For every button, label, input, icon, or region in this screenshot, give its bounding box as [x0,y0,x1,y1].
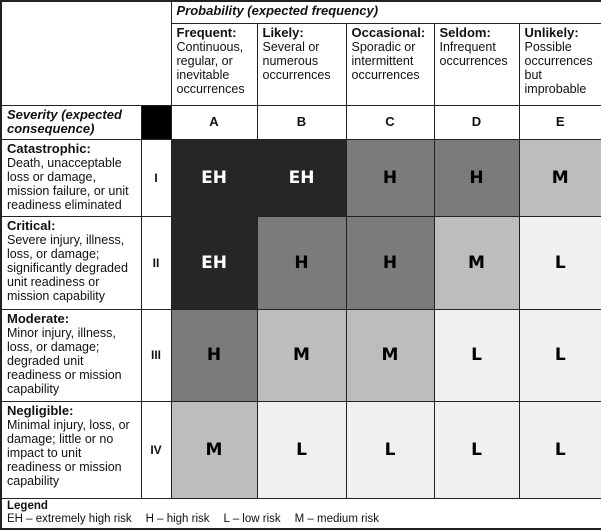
risk-cell: L [257,401,346,498]
severity-code: IV [141,401,171,498]
legend-item: M – medium risk [294,512,379,525]
probability-code: A [171,105,257,139]
probability-description: Possible occurrences but improbable [524,39,593,96]
risk-cell: H [434,139,519,216]
probability-label: Seldom: [439,24,491,40]
legend-item: EH – extremely high risk [7,512,132,525]
severity-row-II [1,216,601,309]
probability-column-A [171,23,257,105]
probability-column-C [346,23,434,105]
legend [1,498,601,529]
probability-label: Frequent: [176,24,237,40]
probability-code: E [519,105,601,139]
risk-cell: H [346,216,434,309]
severity-description [1,401,141,498]
legend-item: L – low risk [223,512,281,525]
risk-cell: EH [171,216,257,309]
probability-description: Continuous, regular, or inevitable occurrences [176,39,245,96]
risk-cell: EH [171,139,257,216]
probability-column-E [519,23,601,105]
risk-cell: M [519,139,601,216]
severity-row-IV [1,401,601,498]
risk-cell: L [519,216,601,309]
probability-description: Infrequent occurrences [439,39,508,68]
severity-label: Negligible: [7,402,74,418]
severity-code: III [141,309,171,401]
severity-label: Critical: [7,217,56,233]
risk-cell: L [434,309,519,401]
risk-cell: L [519,309,601,401]
risk-cell: EH [257,139,346,216]
risk-cell: H [171,309,257,401]
risk-cell: H [346,139,434,216]
severity-code: I [141,139,171,216]
severity-title: Severity (expected consequence) [1,105,141,139]
severity-description [1,309,141,401]
severity-code: II [141,216,171,309]
legend-title: Legend [7,499,48,512]
probability-column-D [434,23,519,105]
blank-corner [1,1,171,105]
risk-cell: L [519,401,601,498]
severity-row-III [1,309,601,401]
black-spacer [141,105,171,139]
severity-text: Minor injury, illness, loss, or damage; degraded unit readiness or mission capability [7,325,122,396]
probability-title: Probability (expected frequency) [171,1,601,23]
risk-cell: H [257,216,346,309]
risk-cell: M [346,309,434,401]
probability-description: Several or numerous occurrences [262,39,331,82]
probability-code: D [434,105,519,139]
probability-code: C [346,105,434,139]
risk-cell: M [171,401,257,498]
risk-cell: M [434,216,519,309]
risk-cell: M [257,309,346,401]
severity-description [1,216,141,309]
probability-label: Unlikely: [524,24,579,40]
probability-column-B [257,23,346,105]
risk-cell: L [346,401,434,498]
severity-description [1,139,141,216]
probability-code: B [257,105,346,139]
probability-label: Likely: [262,24,304,40]
severity-label: Moderate: [7,310,70,326]
severity-text: Minimal injury, loss, or damage; little or no impact to unit readiness or mission capability [7,417,130,488]
severity-row-I [1,139,601,216]
severity-text: Death, unacceptable loss or damage, mission failure, or unit readiness eliminated [7,155,129,212]
legend-item: H – high risk [145,512,210,525]
risk-cell: L [434,401,519,498]
severity-text: Severe injury, illness, loss, or damage; significantly degraded unit readiness or mission capability [7,232,128,303]
severity-label: Catastrophic: [7,140,91,156]
probability-label: Occasional: [351,24,426,40]
probability-description: Sporadic or intermittent occurrences [351,39,420,82]
